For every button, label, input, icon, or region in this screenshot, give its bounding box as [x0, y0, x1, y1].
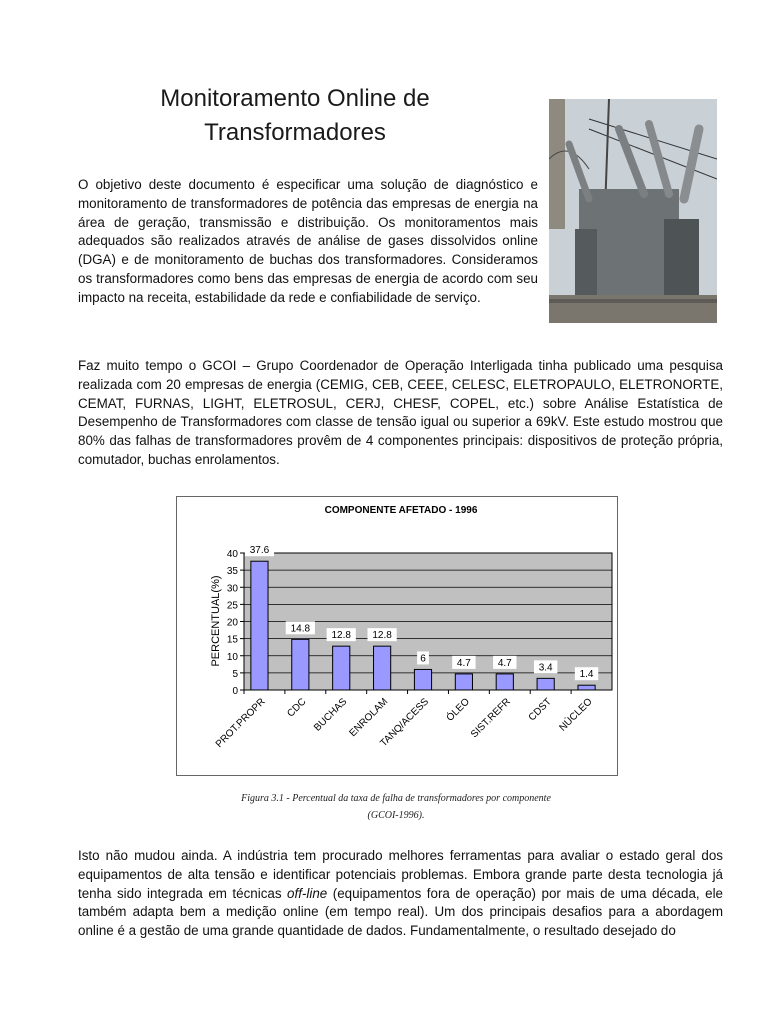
transformer-illustration — [549, 99, 717, 323]
data-label: 14.8 — [290, 623, 311, 635]
data-label: 37.6 — [249, 545, 270, 557]
bar — [333, 646, 350, 690]
data-label: 4.7 — [497, 657, 512, 669]
y-tick-label: 30 — [226, 583, 238, 595]
bar — [537, 678, 554, 690]
paragraph-gcoi: Faz muito tempo o GCOI – Grupo Coordenador de Operação Interligada tinha publicado uma pesquisa realizada com 20 empresas de energia (CEMIG, CEB, CEEE, CELESC, ELETROPAULO, ELETRONORTE, CEMAT, FURNAS, LIGHT, ELETROSUL, CERJ, CHESF, COPEL, etc.) sobre Análise Estatística de Desempenho de Transformadores com classe de tensão igual ou superior a 69kV. Este estudo mostrou que 80% das falhas de transformadores provêm de 4 componentes principais: dispositivos de proteção própria, comutador, buchas enrolamentos. — [78, 358, 723, 467]
y-tick-label: 25 — [226, 600, 238, 612]
bar — [455, 674, 472, 690]
title-line-2: Transformadores — [204, 119, 386, 146]
page-title — [120, 82, 470, 150]
x-tick-label: TANQ/ACESS — [378, 696, 432, 750]
paragraph3-part-a: Isto não mudou ainda. A indústria tem procurado melhores ferramentas para avaliar o estado geral dos equipamentos de alta tensão e identificar potenciais problemas. Embora grande parte desta tecnologia já tenha sido integrada em técnicas — [78, 848, 723, 901]
bar — [374, 646, 391, 690]
data-label: 3.4 — [538, 662, 553, 674]
paragraph3-part-b: (equipamentos fora de operação) por mais de uma década, ele também adapta bem a medição online (em tempo real). Um dos principais desafios para a abordagem online é a gestão de uma grande quantidade de dados. Fundamentalmente, o resultado desejado do — [78, 885, 723, 939]
y-tick-label: 35 — [226, 566, 238, 578]
y-tick-label: 10 — [226, 651, 238, 663]
transformer-photo — [549, 99, 717, 323]
x-tick-label: SIST.REFR — [468, 696, 513, 741]
bar — [414, 669, 431, 690]
data-label: 4.7 — [456, 657, 471, 669]
caption-line-1: Figura 3.1 - Percentual da taxa de falha de transformadores por componente — [241, 793, 551, 804]
x-tick-label: ENROLAM — [347, 696, 391, 740]
data-label: 1.4 — [579, 669, 594, 681]
figure-caption — [176, 790, 616, 824]
data-label: 12.8 — [372, 630, 392, 642]
chart-title: COMPONENTE AFETADO - 1996 — [324, 505, 478, 516]
x-tick-label: NÚCLEO — [557, 696, 595, 734]
y-tick-label: 20 — [226, 617, 238, 629]
paragraph3-emphasis: off-line — [287, 885, 328, 901]
bar — [578, 685, 595, 690]
x-tick-label: BUCHAS — [312, 696, 350, 734]
paragraph-industry — [78, 847, 723, 941]
x-tick-label: CDST — [526, 696, 554, 724]
caption-line-2: (GCOI-1996). — [367, 810, 425, 821]
title-line-1: Monitoramento Online de — [160, 85, 430, 112]
bar-chart — [176, 496, 618, 776]
x-tick-label: ÓLEO — [444, 696, 473, 724]
x-tick-label: PROT.PROPR — [213, 696, 268, 751]
y-tick-label: 0 — [232, 686, 238, 697]
data-label: 6 — [420, 653, 426, 665]
chart-svg — [177, 497, 617, 775]
paragraph-intro: O objetivo deste documento é especificar uma solução de diagnóstico e monitoramento de transformadores de potência das empresas de energia na área de geração, transmissão e distribuição. Os monitoramentos mais adequados são realizados através de análise de gases dissolvidos online (DGA) e de monitoramento de buchas dos transformadores. Consideramos os transformadores como bens das empresas de energia de acordo com seu impacto na receita, estabilidade da rede e confiabilidade de serviço. — [78, 177, 538, 305]
bar — [251, 561, 268, 690]
y-tick-label: 40 — [226, 549, 238, 560]
bar — [292, 639, 309, 690]
y-tick-label: 15 — [226, 634, 238, 646]
x-tick-label: CDC — [285, 696, 309, 720]
bar — [496, 674, 513, 690]
y-axis-label: PERCENTUAL(%) — [210, 575, 222, 667]
data-label: 12.8 — [331, 630, 351, 642]
y-tick-label: 5 — [232, 668, 238, 680]
